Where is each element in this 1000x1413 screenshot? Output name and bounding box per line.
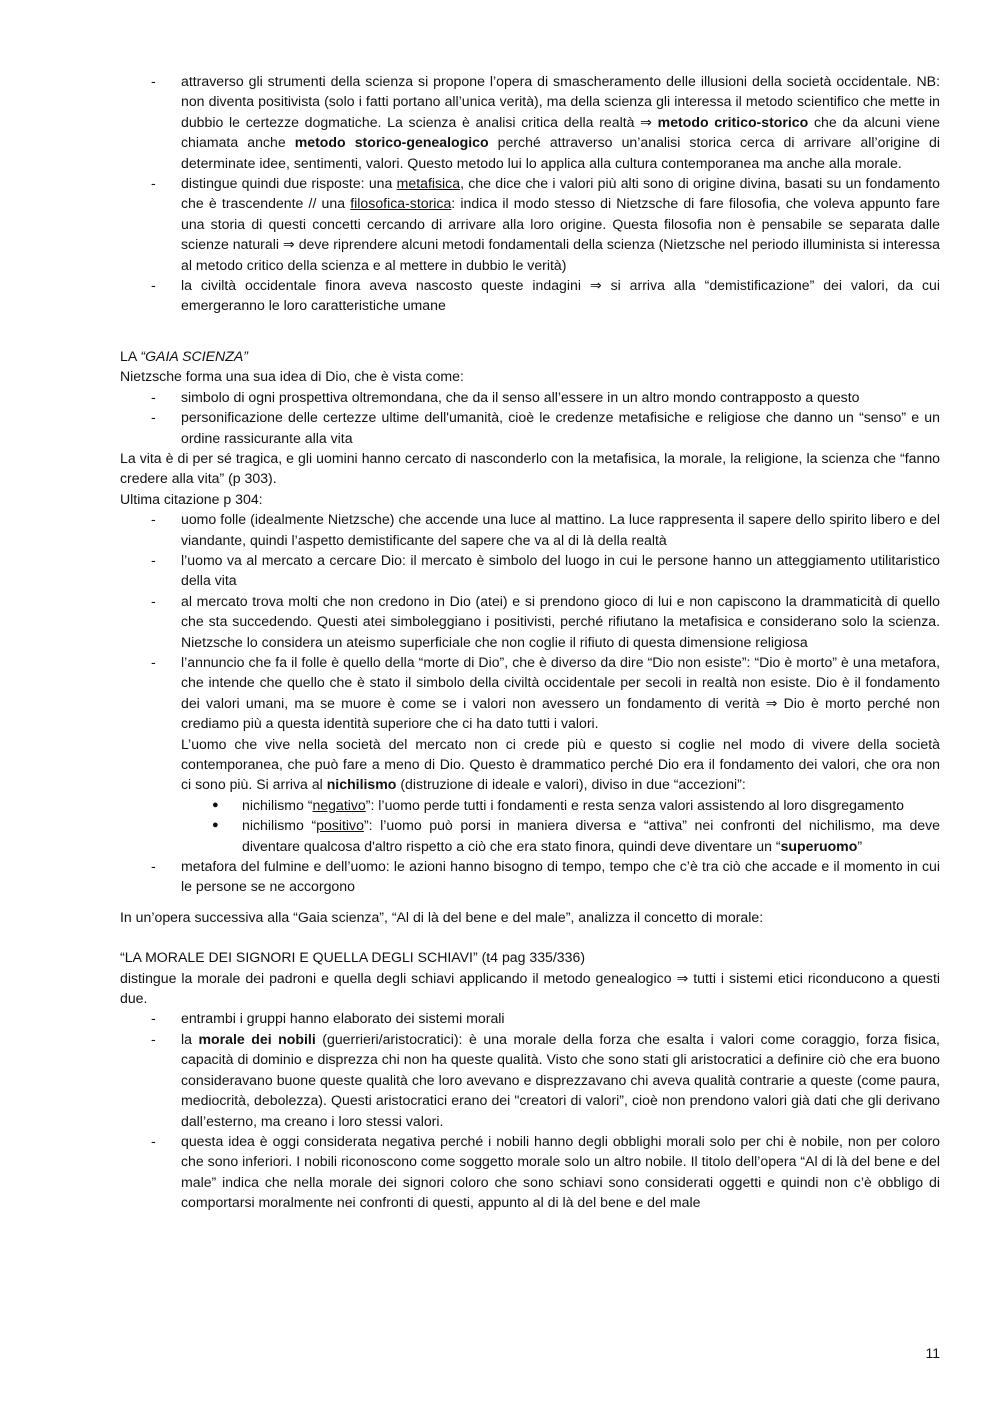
list-item: - personificazione delle certezze ultime dell'umanità, cioè le credenze metafisiche e religiose che danno un “senso” e un ordine rassicurante alla vita [120, 407, 940, 448]
list-item: - questa idea è oggi considerata negativa perché i nobili hanno degli obblighi morali solo per chi è nobile, non per coloro che sono inferiori. I nobili riconoscono come soggetto morale solo un altro nobile. Il titolo dell’opera “Al di là del bene e del male” indica che nella morale dei signori coloro che sono schiavi sono considerati oggetti e quindi non c’è obbligo di comportarsi moralmente nei confronti di questi, appunto al di là del bene e del male [120, 1131, 940, 1213]
list-item [120, 1029, 940, 1131]
text-run: (guerrieri/aristocratici): è una morale della forza che esalta i valori come coraggio, forza fisica, capacità di dominio e disprezza chi non ha queste qualità. Visto che sono stati gli aristocratici a definire ciò che era buono consideravano buone queste qualità che loro avevano e disprezzavano chi aveva qualità contrarie a queste (come paura, mediocrità, debolezza). Questi aristocratici erano dei "creatori di valori”, cioè non prendono valori già dati che gli derivano dall’esterno, ma creano i loro stessi valori. [181, 1030, 940, 1129]
list-continuation [120, 734, 940, 795]
list-item: - simbolo di ogni prospettiva oltremondana, che da il senso all’essere in un altro mondo contrapposto a questo [120, 387, 940, 407]
sub-list-item [120, 795, 940, 815]
underlined-term: positivo [316, 817, 364, 834]
bold-term: metodo critico-storico [657, 113, 809, 130]
list-item: - la civiltà occidentale finora aveva nascosto queste indagini ⇒ si arriva alla “demistificazione” dei valori, da cui emergeranno le loro caratteristiche umane [120, 275, 940, 316]
text-run: che da alcuni viene chiamata anche [181, 113, 940, 151]
text-run: la [181, 1030, 199, 1047]
list-item: - metafora del fulmine e dell’uomo: le azioni hanno bisogno di tempo, tempo che c’è tra ciò che accade e il momento in cui le persone se ne accorgono [120, 856, 940, 897]
page-number: 11 [925, 1345, 940, 1361]
list-item: - al mercato trova molti che non credono in Dio (atei) e si prendono gioco di lui e non capiscono la drammaticità di quello che sta succedendo. Questi atei simboleggiano i positivisti, perché rifiutano la metafisica e considerano solo la scienza. Nietzsche lo considera un ateismo superficiale che non coglie il rifiuto di questa dimensione religiosa [120, 591, 940, 652]
sub-list-item [120, 815, 940, 856]
text-run: ”: l’uomo può porsi in maniera diversa e “attiva” nei confronti del nichilismo, ma deve diventare qualcosa d'altro rispetto a ciò che era stato finora, quindi deve diventare un “ [242, 817, 941, 854]
section-heading [120, 346, 940, 366]
bold-term: nichilismo [326, 776, 397, 793]
text-run: perché attraverso un’analisi storica cerca di arrivare all’origine di determinate idee, sentimenti, valori. Questo metodo lui lo applica alla cultura contemporanea ma anche alla morale. [181, 134, 940, 171]
text-run: ” [857, 837, 863, 854]
heading-text: LA [120, 347, 141, 364]
text-run: L’uomo che vive nella società del mercato non ci crede più e questo si coglie nel modo di vivere della società contemporanea, che può fare a meno di Dio. Questo è drammatico perché Dio era il fondamento dei valori, che ora non ci sono più. Si arriva al [181, 735, 940, 793]
text-run: (distruzione di ideale e valori), diviso in due “accezioni”: [396, 776, 746, 793]
text-run: , che dice che i valori più alti sono di origine divina, basati su un fondamento che è trascendente // una [181, 175, 940, 212]
section-heading: “LA MORALE DEI SIGNORI E QUELLA DEGLI SCHIAVI” (t4 pag 335/336) [120, 949, 586, 966]
paragraph: Nietzsche forma una sua idea di Dio, che è vista come: [120, 368, 464, 385]
text-run: nichilismo “ [242, 817, 317, 834]
bold-term: superuomo [780, 837, 858, 854]
paragraph: In un’opera successiva alla “Gaia scienza”, “Al di là del bene e del male”, analizza il concetto di morale: [120, 908, 764, 925]
list-item: - l’uomo va al mercato a cercare Dio: il mercato è simbolo del luogo in cui le persone hanno un atteggiamento utilitaristico della vita [120, 550, 940, 591]
paragraph: La vita è di per sé tragica, e gli uomini hanno cercato di nasconderlo con la metafisica, la morale, la religione, la scienza che “fanno credere alla vita” (p 303). [120, 449, 940, 487]
text-run: : indica il modo stesso di Nietzsche di fare filosofia, che voleva appunto fare una storia di questi concetti cercando di arrivare alla loro origine. Questa filosofia non è pensabile se separata dalle scienze naturali ⇒ deve riprendere alcuni metodi fondamentali della scienza (Nietzsche nel periodo illuminista si interessa al metodo critico della scienza e al mettere in dubbio le verità) [181, 195, 940, 273]
text-run: ”: l’uomo perde tutti i fondamenti e resta senza valori assistendo al loro disgregamento [365, 796, 904, 813]
heading-italic: “GAIA SCIENZA” [140, 347, 248, 364]
underlined-term: metafisica [396, 175, 461, 192]
text-run: attraverso gli strumenti della scienza si propone l’opera di smascheramento delle illusioni della società occidentale. NB: non diventa positivista (solo i fatti portano all’unica verità), ma della scienza gli interessa il metodo scientifico che mette in dubbio le certezze dogmatiche. La scienza è analisi critica della realtà ⇒ [181, 73, 940, 130]
document-page [120, 71, 940, 1213]
underlined-term: negativo [312, 796, 366, 813]
paragraph: Ultima citazione p 304: [120, 490, 263, 507]
list-item: - uomo folle (idealmente Nietzsche) che accende una luce al mattino. La luce rappresenta il sapere dello spirito libero e del viandante, quindi l’aspetto demistificante del sapere che va al di là della realtà [120, 509, 940, 550]
bold-term: metodo storico-genealogico [294, 134, 489, 151]
bold-term: morale dei nobili [198, 1030, 316, 1047]
text-run: nichilismo “ [242, 796, 313, 813]
paragraph: distingue la morale dei padroni e quella degli schiavi applicando il metodo genealogico ⇒ tutti i sistemi etici riconducono a questi due. [120, 969, 940, 1007]
list-item [120, 71, 940, 173]
list-item: - l’annuncio che fa il folle è quello della “morte di Dio”, che è diverso da dire “Dio non esiste”: “Dio è morto” è una metafora, che intende che quello che è stato il simbolo della civiltà occidentale per secoli in realtà non esiste. Dio è il fondamento dei valori umani, ma se muore è come se i valori non avessero un fondamento di verità ⇒ Dio è morto perché non crediamo più a questa identità superiore che ci ha dato tutti i valori. [120, 652, 940, 734]
underlined-term: filosofica-storica [350, 195, 452, 212]
list-item: - entrambi i gruppi hanno elaborato dei sistemi morali [120, 1008, 940, 1028]
list-item [120, 173, 940, 275]
text-run: distingue quindi due risposte: una [181, 175, 397, 192]
